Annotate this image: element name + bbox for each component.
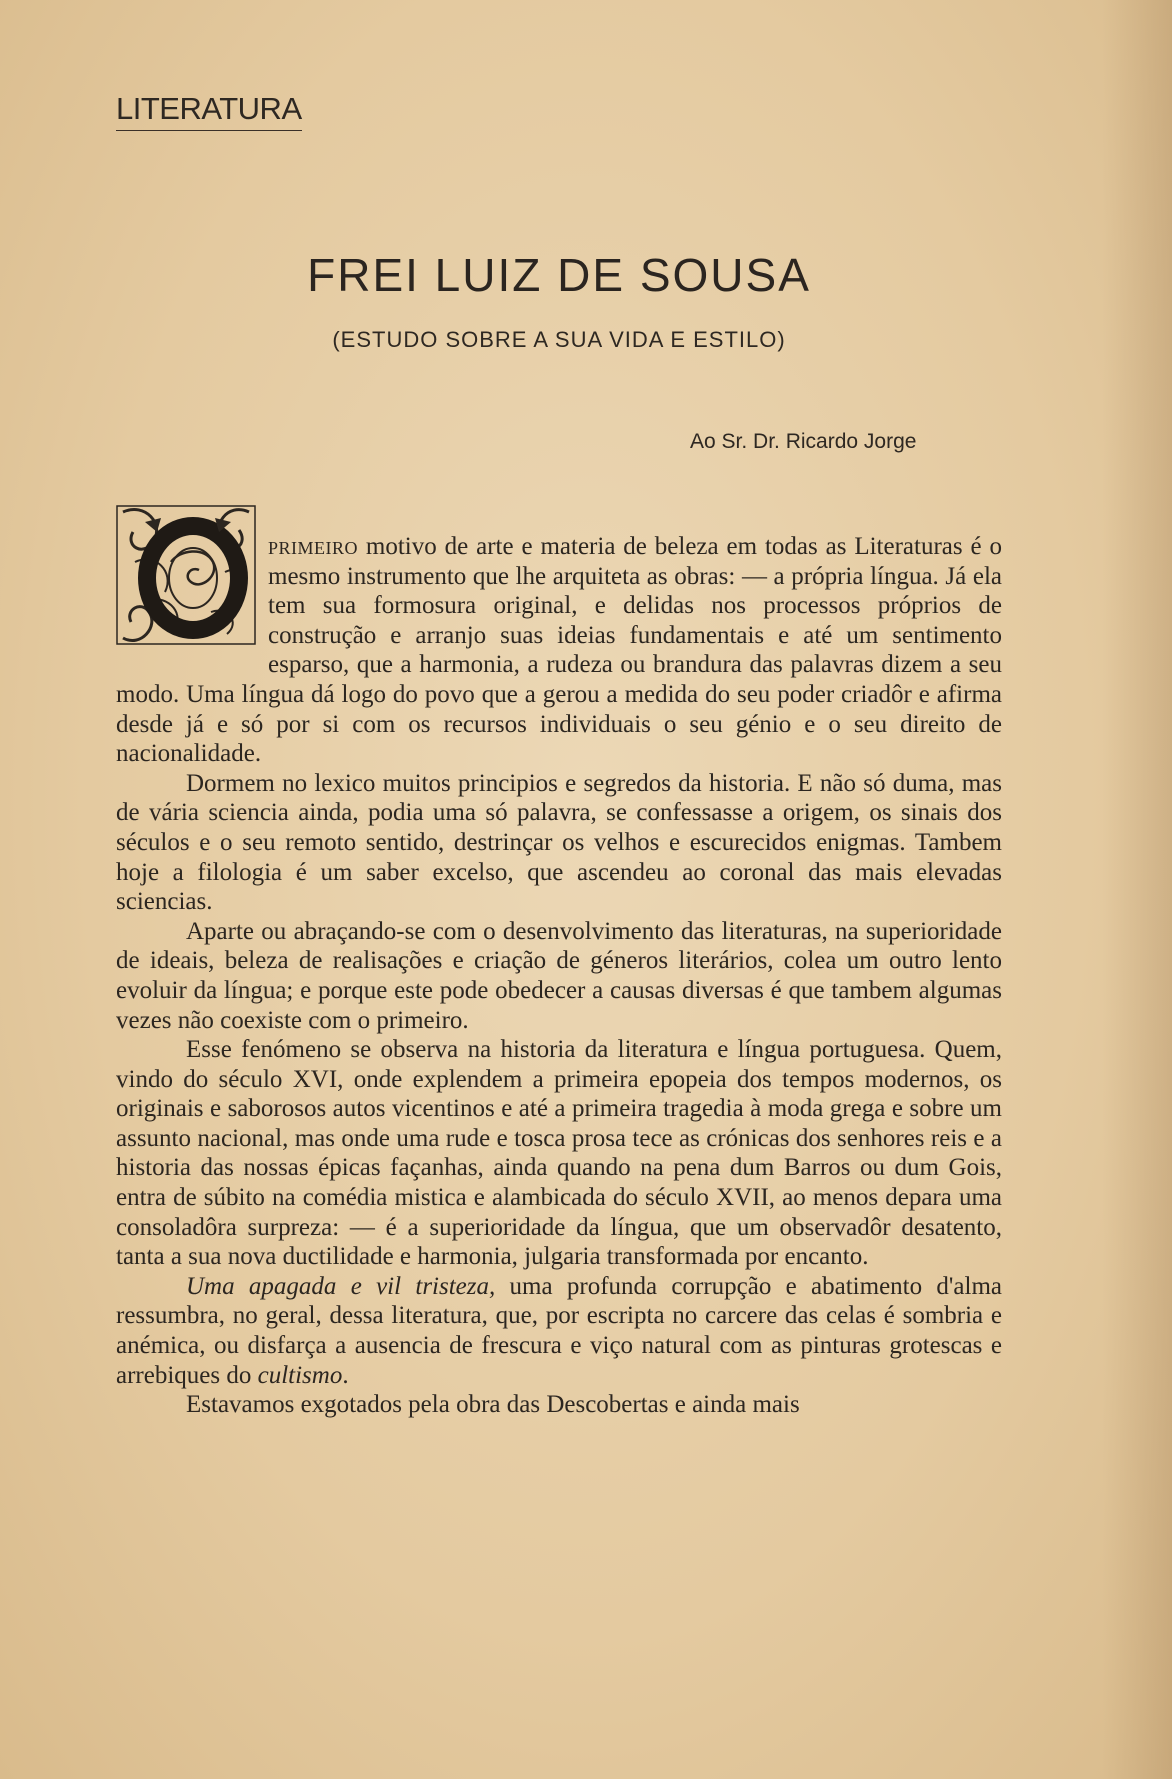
paragraph-1-text: motivo de arte e materia de beleza em todas as Literaturas é o mesmo instrumento que lhe arquiteta as obras: — a própria língua. Já ela tem sua formosura original, e delidas nos processos próprios de construção e arranjo suas ideias fundamentais e até um sentimento esparso, que a harmonia, a rudeza ou brandura das palavras dizem a seu modo. Uma língua dá logo do povo que a gerou a medida do seu poder criadôr e afirma desde já e só por si com os recursos individuais o seu génio e o seu direito de nacionalidade. (116, 533, 1002, 768)
paragraph-2: Dormem no lexico muitos principios e segredos da historia. E não só duma, mas de vária sciencia ainda, podia uma só palavra, se confessasse a origem, os sinais dos séculos e o seu remoto sentido, destrinçar os velhos e escurecidos enigmas. Tambem hoje a filologia é um saber excelso, que ascendeu ao coronal das mais elevadas sciencias. (116, 769, 1002, 916)
paragraph-1 (116, 532, 1002, 769)
dedication: Ao Sr. Dr. Ricardo Jorge (690, 430, 917, 453)
paragraph-5 (116, 1272, 1002, 1390)
quoted-phrase: Uma apagada e vil tristeza, (186, 1272, 496, 1300)
paragraph-6: Estavamos exgotados pela obra das Descobertas e ainda mais (186, 1391, 800, 1419)
paragraph-4: Esse fenómeno se observa na historia da literatura e língua portuguesa. Quem, vindo do século XVI, onde explendem a primeira epopeia dos tempos modernos, os originais e saborosos autos vicentinos e até a primeira tragedia à moda grega e sobre um assunto nacional, mas onde uma rude e tosca prosa tece as crónicas dos senhores reis e a historia das nossas épicas façanhas, ainda quando na pena dum Barros ou dum Gois, entra de súbito na comédia mistica e alambicada do século XVII, ao menos depara uma consoladôra surpreza: — é a superioridade da língua, que um observadôr desatento, tanta a sua nova ductilidade e harmonia, julgaria transformada por encanto. (116, 1036, 1002, 1271)
dropcap-spacer (116, 532, 268, 678)
italic-term: cultismo (257, 1361, 343, 1389)
paragraph-5-text: uma profunda corrupção e abatimento d'alma ressumbra, no geral, dessa literatura, que, por escripta no carcere das celas é sombria e anémica, ou disfarça a ausencia de frescura e viço natural com as pinturas grotescas e arrebiques do (116, 1272, 1002, 1389)
article-subtitle: (ESTUDO SOBRE A SUA VIDA E ESTILO) (332, 327, 786, 352)
paragraph-5-end: . (342, 1361, 349, 1389)
article-title: FREI LUIZ DE SOUSA (307, 249, 811, 301)
paragraph-3: Aparte ou abraçando-se com o desenvolvimento das literaturas, na superioridade de ideais, beleza de realisações e criação de géneros literários, colea um outro lento evoluir da língua; e porque este pode obedecer a causas diversas é que tambem algumas vezes não coexiste com o primeiro. (116, 917, 1002, 1034)
section-label: LITERATURA (116, 92, 302, 131)
opening-word: primeiro (268, 533, 359, 560)
article-body (116, 532, 1002, 1420)
